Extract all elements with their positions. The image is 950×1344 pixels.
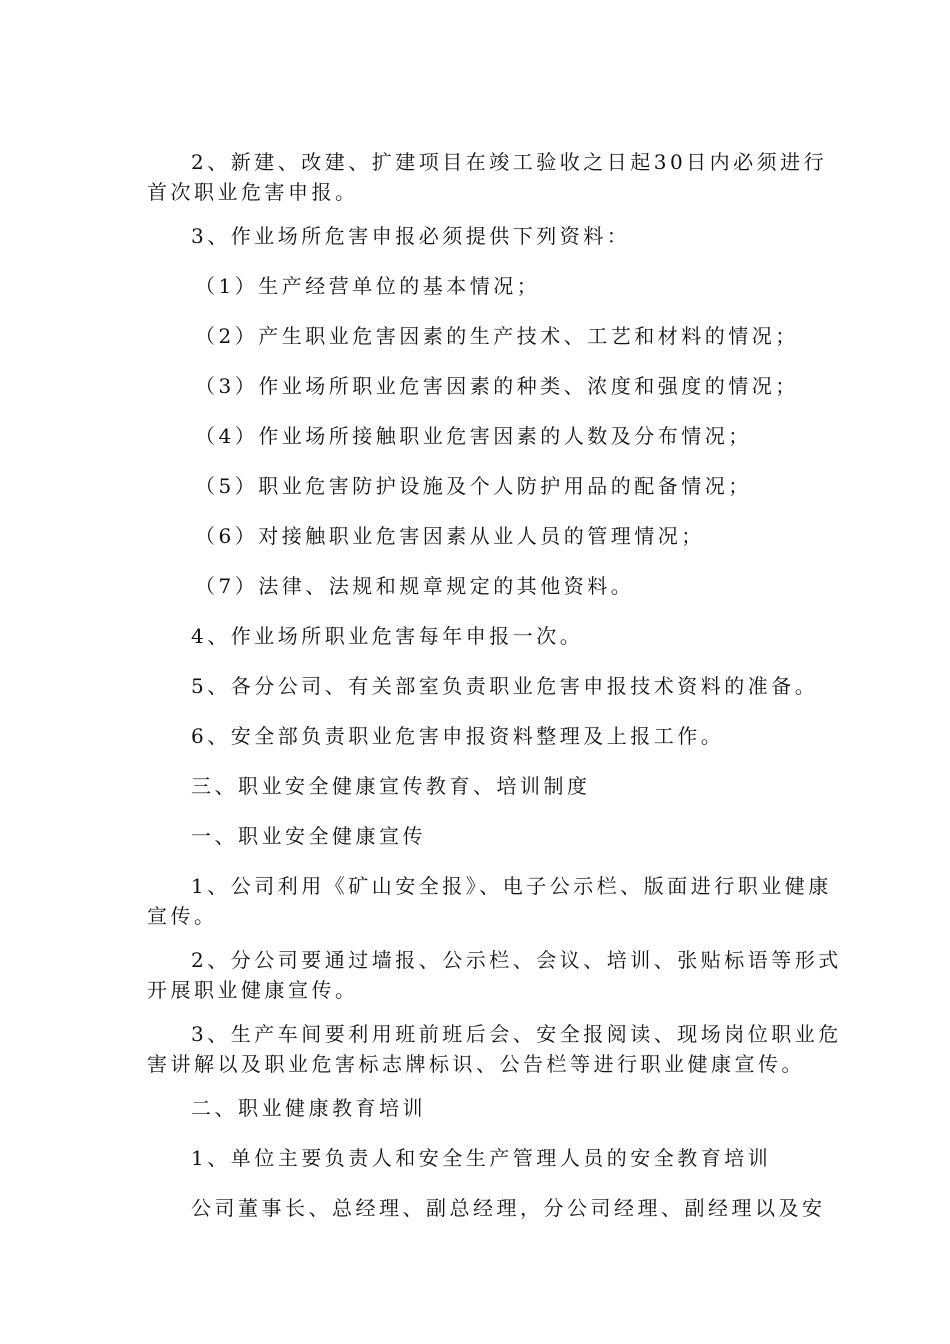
paragraph-line: 6、安全部负责职业危害申报资料整理及上报工作。 [191,724,725,748]
paragraph-item-5-branch-responsibility [147,671,819,701]
paragraph-publicity-3 [147,1019,842,1079]
paragraph-line: 2、新建、改建、扩建项目在竣工验收之日起30日内必须进行 [191,150,828,174]
paragraph-training-leaders [147,1193,826,1223]
paragraph-publicity-2 [147,945,842,1005]
paragraph-line: （5）职业危害防护设施及个人防护用品的配备情况； [195,474,752,498]
subsection-heading-two [147,1093,807,1123]
subsection-heading-one [147,821,807,851]
paragraph-item-2-new-construction [147,147,828,207]
list-item-6 [147,521,807,551]
paragraph-line: （7）法律、法规和规章规定的其他资料。 [195,574,635,598]
list-item-2 [147,321,807,351]
paragraph-line: （1）生产经营单位的基本情况； [195,274,541,298]
list-item-7 [147,571,807,601]
paragraph-line: （6）对接触职业危害因素从业人员的管理情况； [195,524,705,548]
list-item-5 [147,471,807,501]
paragraph-line: 5、各分公司、有关部室负责职业危害申报技术资料的准备。 [191,674,819,698]
paragraph-line: 一、职业安全健康宣传 [191,824,426,848]
paragraph-line: （3）作业场所职业危害因素的种类、浓度和强度的情况； [195,374,799,398]
list-item-4 [147,421,807,451]
paragraph-line: 2、分公司要通过墙报、公示栏、会议、培训、张贴标语等形式 [191,948,842,972]
paragraph-publicity-1 [147,871,832,931]
paragraph-line: 公司董事长、总经理、副总经理，分公司经理、副经理以及安 [191,1196,826,1220]
paragraph-line: 二、职业健康教育培训 [191,1096,426,1120]
paragraph-item-3-required-materials [147,221,807,251]
paragraph-line: 宣传。 [147,904,218,928]
paragraph-line: 三、职业安全健康宣传教育、培训制度 [191,774,591,798]
paragraph-line: 害讲解以及职业危害标志牌标识、公告栏等进行职业健康宣传。 [147,1052,805,1076]
paragraph-item-6-safety-department [147,721,807,751]
paragraph-line: 1、单位主要负责人和安全生产管理人员的安全教育培训 [191,1146,772,1170]
paragraph-line: 1、公司利用《矿山安全报》、电子公示栏、版面进行职业健康 [191,874,832,898]
paragraph-line: 开展职业健康宣传。 [147,978,359,1002]
paragraph-line: 3、生产车间要利用班前班后会、安全报阅读、现场岗位职业危 [191,1022,842,1046]
paragraph-item-4-annual-report [147,621,807,651]
paragraph-line: （4）作业场所接触职业危害因素的人数及分布情况； [195,424,752,448]
paragraph-training-1 [147,1143,807,1173]
paragraph-line: 首次职业危害申报。 [147,180,359,204]
paragraph-line: 3、作业场所危害申报必须提供下列资料： [191,224,631,248]
paragraph-line: 4、作业场所职业危害每年申报一次。 [191,624,584,648]
paragraph-line: （2）产生职业危害因素的生产技术、工艺和材料的情况； [195,324,799,348]
list-item-3 [147,371,807,401]
list-item-1 [147,271,807,301]
section-heading-three [147,771,807,801]
